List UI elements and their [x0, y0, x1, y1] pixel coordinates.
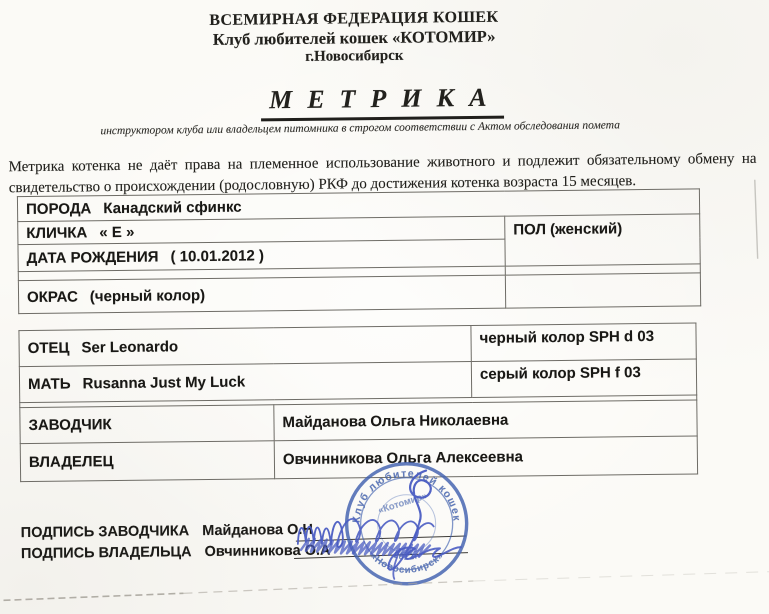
- handwritten-signatures: [297, 470, 461, 580]
- mother-cell: [19, 362, 471, 403]
- owner-label: ВЛАДЕЛЕЦ: [28, 453, 114, 472]
- color-row: [18, 273, 700, 314]
- stamp-outer-ring: [346, 463, 467, 584]
- club-stamp: [346, 463, 467, 584]
- breeder-label-cell: [20, 405, 274, 444]
- owner-ink-loop: [410, 470, 431, 521]
- color-label: ОКРАС: [26, 287, 78, 306]
- breeder-signature-row: [21, 522, 313, 541]
- mother-name: Rusanna Just My Luck: [82, 373, 246, 393]
- owner-ink-descender: [393, 549, 400, 579]
- breeder-signature-line: [296, 535, 466, 541]
- document-title: МЕТРИКА: [261, 83, 504, 122]
- birthdate-label: ДАТА РОЖДЕНИЯ: [26, 248, 159, 267]
- kitten-info-table: [17, 188, 701, 314]
- breeder-signature-name: Майданова О.Н: [202, 521, 313, 540]
- stamp-bottom-arc-text: «Новосибирск»: [367, 549, 447, 576]
- stamp-center-ring: [377, 494, 436, 553]
- father-name: Ser Leonardo: [81, 338, 179, 357]
- breeder-name-cell: [274, 400, 697, 441]
- stamp-inner-ring: [360, 477, 453, 570]
- mother-color-cell: [471, 359, 696, 398]
- stamp-center-text: «Котомир»: [376, 490, 429, 517]
- color-cell: [18, 275, 505, 314]
- owner-signature-label: ПОДПИСЬ ВЛАДЕЛЬЦА: [20, 544, 192, 563]
- breeder-label: ЗАВОДЧИК: [28, 416, 112, 435]
- stamp-year-text: 2012г.: [392, 549, 422, 562]
- father-label: ОТЕЦ: [27, 339, 70, 358]
- name-value: « Е »: [99, 223, 135, 241]
- pedigree-table: [18, 322, 698, 482]
- breed-label: ПОРОДА: [25, 199, 92, 218]
- color-value: (черный колор): [89, 286, 206, 305]
- owner-row: [20, 436, 697, 482]
- breeder-signature-label: ПОДПИСЬ ЗАВОДЧИКА: [20, 523, 190, 542]
- color-empty-cell: [505, 273, 700, 308]
- issue-note: инструктором клуба или владельцем питомника в строгом соответствии с Актом обследования помета: [100, 119, 620, 138]
- mother-label: МАТЬ: [27, 375, 71, 394]
- intro-paragraph: Метрика котенка не даёт права на племенное использование животного и подлежит обязательному обмену на свидетельство о происхождении (родословную) РКФ до достижения котенка возраста 15 месяцев.: [8, 150, 757, 197]
- mother-color: серый колор SPH f 03: [479, 364, 641, 383]
- federation-name: ВСЕМИРНАЯ ФЕДЕРАЦИЯ КОШЕК: [209, 8, 499, 29]
- page-edge-artifact: [755, 180, 758, 259]
- breed-value: Канадский сфинкс: [103, 198, 242, 217]
- owner-label-cell: [20, 441, 274, 482]
- stamp-top-arc-text: Клуб любителей кошек: [350, 467, 463, 524]
- sex-value: ПОЛ (женский): [513, 220, 623, 239]
- breeder-name: Майданова Ольга Николаевна: [282, 411, 509, 432]
- city-name: г.Новосибирск: [305, 47, 404, 65]
- document-header: [0, 5, 711, 70]
- owner-name-cell: [274, 436, 697, 479]
- father-color: черный колор SPH d 03: [479, 327, 655, 347]
- club-name: Клуб любителей кошек «КОТОМИР»: [212, 26, 496, 49]
- birthdate-value: ( 10.01.2012 ): [170, 246, 265, 265]
- owner-signature-name: Овчинникова О.А: [204, 542, 331, 561]
- paper-crease-line-left: [3, 593, 183, 600]
- name-label: КЛИЧКА: [26, 223, 88, 242]
- owner-ink-signature: [388, 521, 461, 570]
- owner-signature-row: [21, 543, 331, 563]
- owner-name: Овчинникова Ольга Алексеевна: [282, 448, 524, 469]
- sex-cell: [505, 214, 701, 266]
- father-cell: [19, 326, 471, 367]
- paper-crease-line-mid: [183, 581, 473, 593]
- paper-crease-line-right: [473, 572, 769, 581]
- title-row: [0, 80, 767, 125]
- father-color-cell: [471, 323, 696, 362]
